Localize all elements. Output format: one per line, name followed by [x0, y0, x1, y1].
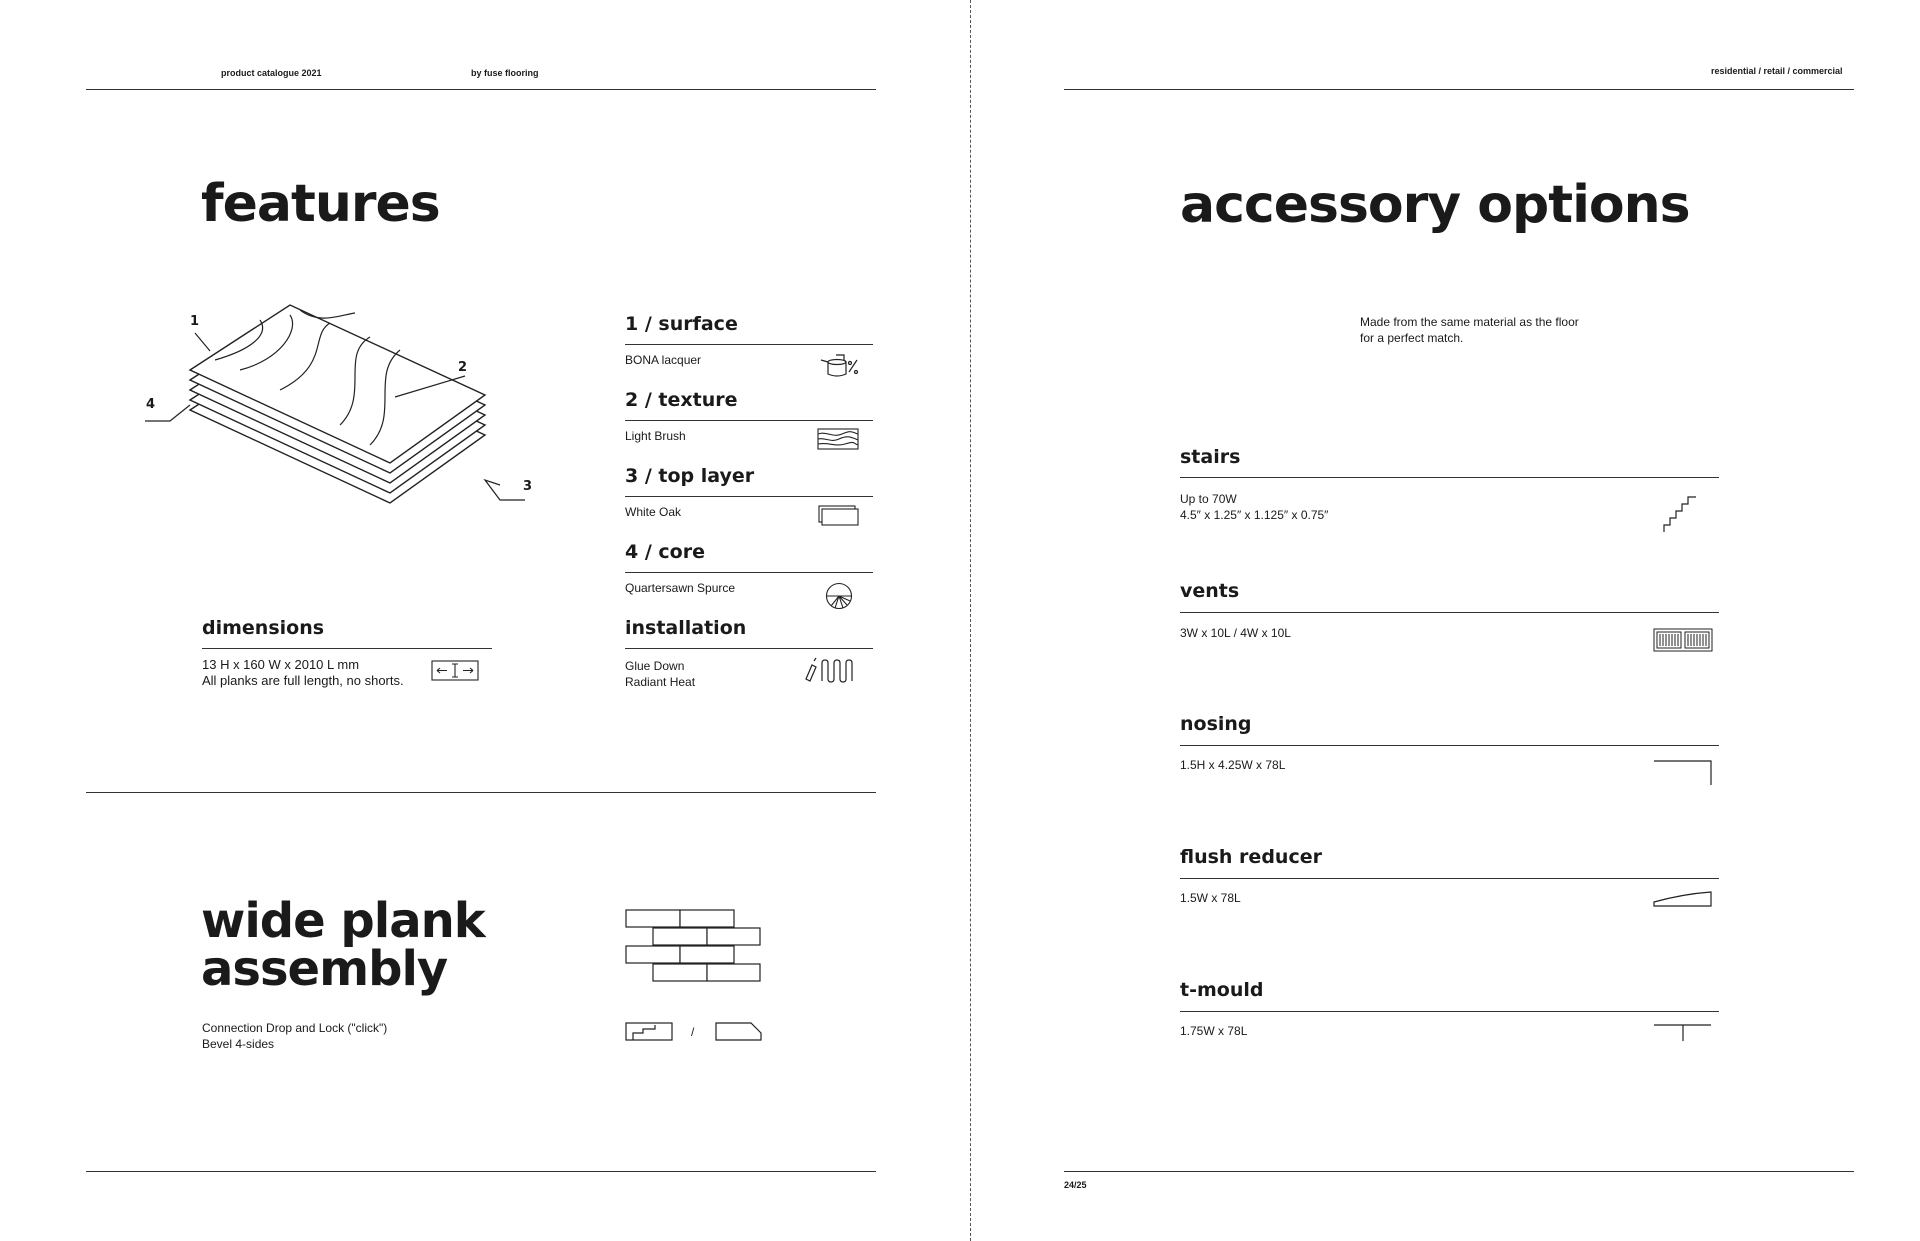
spec-value: BONA lacquer: [625, 353, 702, 367]
assembly-line-1: Connection Drop and Lock ("click"): [202, 1021, 388, 1035]
accessory-stairs-line-2: 4.5″ x 1.25″ x 1.125″ x 0.75″: [1180, 508, 1329, 522]
assembly-title-line-1: wide plank: [201, 893, 485, 949]
spec-title: 2 / texture: [625, 389, 738, 411]
accessory-rule: [1180, 477, 1719, 478]
accessory-nosing-line-1: 1.5H x 4.25W x 78L: [1180, 758, 1286, 772]
accessory-flush-reducer-line-1: 1.5W x 78L: [1180, 891, 1241, 905]
dimensions-line-1: 13 H x 160 W x 2010 L mm: [202, 657, 360, 672]
spec-value: Glue Down: [625, 659, 685, 673]
spec-rule: [625, 572, 873, 573]
accessory-stairs-line-1: Up to 70W: [1180, 492, 1237, 506]
dimensions-rule: [202, 648, 492, 649]
log-section-icon: [825, 582, 853, 610]
click-joint-icon: [625, 1022, 675, 1042]
accessory-rule: [1180, 745, 1719, 746]
accessory-vents-line-1: 3W x 10L / 4W x 10L: [1180, 626, 1291, 640]
profile-separator: /: [691, 1025, 695, 1039]
accessory-t-mould-line-1: 1.75W x 78L: [1180, 1024, 1248, 1038]
nosing-profile-icon: [1653, 760, 1713, 786]
dimension-arrows-icon: [431, 660, 479, 682]
stairs-icon: [1662, 495, 1698, 533]
header-rule-left: [86, 89, 876, 90]
vent-grille-icon: [1653, 628, 1713, 652]
features-title: features: [201, 174, 440, 234]
intro-line-2: for a perfect match.: [1360, 331, 1464, 345]
spec-value: Radiant Heat: [625, 675, 696, 689]
dimensions-line-2: All planks are full length, no shorts.: [202, 673, 404, 688]
callout-4: 4: [146, 397, 156, 412]
t-mould-profile-icon: [1653, 1024, 1713, 1042]
page-fold-divider: [970, 0, 971, 1241]
accessory-rule: [1180, 612, 1719, 613]
callout-3: 3: [523, 479, 533, 494]
wood-grain-icon: [817, 428, 859, 450]
layer-stack-icon: [818, 505, 860, 527]
accessory-nosing-title: nosing: [1180, 713, 1252, 735]
spec-value: White Oak: [625, 505, 682, 519]
bevel-edge-icon: [715, 1022, 765, 1042]
spec-title: 3 / top layer: [625, 465, 755, 487]
assembly-line-2: Bevel 4-sides: [202, 1037, 275, 1051]
accessory-vents-title: vents: [1180, 580, 1240, 602]
plank-layers-illustration: [140, 315, 540, 555]
header-rule-right: [1064, 89, 1854, 90]
assembly-title-line-2: assembly: [201, 941, 448, 997]
lacquer-can-icon: [818, 352, 860, 378]
section-rule-left: [86, 792, 876, 793]
accessory-flush-reducer-title: flush reducer: [1180, 846, 1322, 868]
accessory-stairs-title: stairs: [1180, 446, 1241, 468]
accessory-rule: [1180, 1011, 1719, 1012]
accessory-rule: [1180, 878, 1719, 879]
spec-value: Quartersawn Spurce: [625, 581, 736, 595]
accessory-t-mould-title: t-mould: [1180, 979, 1264, 1001]
spec-title: installation: [625, 617, 747, 639]
spec-title: 4 / core: [625, 541, 705, 563]
spec-rule: [625, 648, 873, 649]
brand-label: by fuse flooring: [471, 68, 539, 78]
spec-rule: [625, 344, 873, 345]
accessory-title: accessory options: [1180, 175, 1690, 235]
footer-rule-right: [1064, 1171, 1854, 1172]
segments-label: residential / retail / commercial: [1711, 66, 1843, 76]
page-number: 24/25: [1064, 1180, 1087, 1190]
catalogue-label: product catalogue 2021: [221, 68, 322, 78]
spec-rule: [625, 496, 873, 497]
callout-1: 1: [190, 314, 200, 329]
reducer-profile-icon: [1653, 891, 1713, 907]
spec-rule: [625, 420, 873, 421]
footer-rule-left: [86, 1171, 876, 1172]
radiant-heat-icon: [804, 657, 860, 685]
callout-2: 2: [458, 360, 468, 375]
intro-line-1: Made from the same material as the floor: [1360, 315, 1579, 329]
dimensions-title: dimensions: [202, 617, 325, 639]
spec-title: 1 / surface: [625, 313, 738, 335]
brick-layout-icon: [625, 909, 761, 983]
spec-value: Light Brush: [625, 429, 686, 443]
